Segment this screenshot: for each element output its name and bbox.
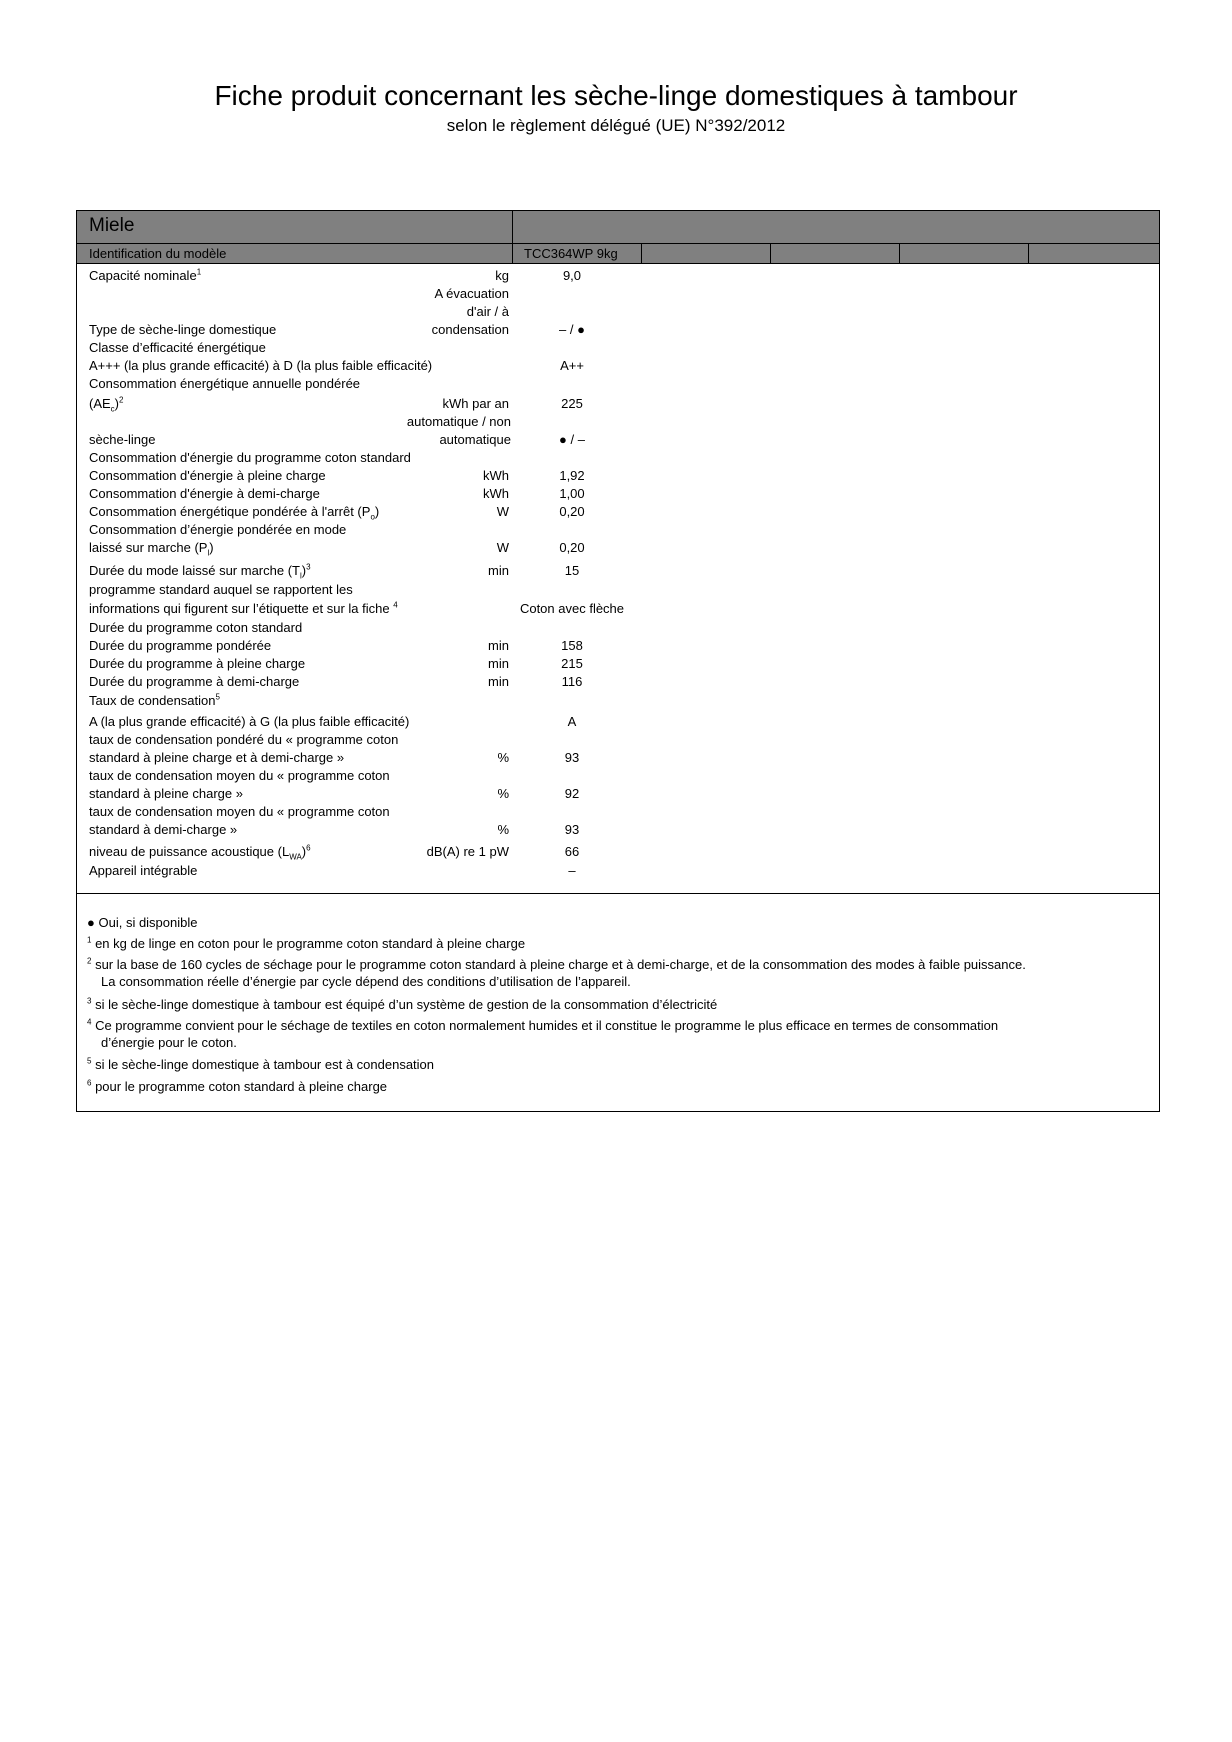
spec-label: Durée du mode laissé sur marche (T (89, 563, 300, 578)
spec-label: informations qui figurent sur l’étiquette et sur la fiche (89, 601, 390, 616)
annual-consumption-heading: Consommation énergétique annuelle pondérée (89, 376, 361, 391)
note-text: si le sèche-linge domestique à tambour est équipé d’un système de gestion de la consommation d’électricité (95, 997, 718, 1012)
energy-class-heading: Classe d’efficacité énergétique (89, 340, 266, 355)
spec-label-line: taux de condensation moyen du « programme coton (89, 804, 390, 819)
note-bullet (87, 914, 1137, 931)
spec-label: Consommation énergétique pondérée à l'arrêt (P (89, 504, 371, 519)
brand-row (77, 211, 1159, 244)
cotton-program-heading: Consommation d'énergie du programme coton standard (89, 450, 411, 465)
spec-unit: W (496, 504, 509, 519)
footnote-number: 4 (87, 1017, 92, 1027)
spec-value: 116 (561, 674, 583, 689)
spec-unit-line: automatique (439, 432, 511, 447)
note-text: La consommation réelle d’énergie par cycle dépend des conditions d’utilisation de l’appareil. (101, 974, 631, 989)
spec-value: A++ (560, 358, 584, 373)
spec-value: 93 (564, 822, 580, 837)
spec-label: (AE (89, 396, 111, 411)
note-text: en kg de linge en coton pour le programme coton standard à pleine charge (95, 936, 526, 951)
spec-unit: W (496, 540, 509, 555)
spec-value: 0,20 (559, 540, 585, 555)
spec-label-end: ) (209, 540, 214, 555)
spec-value: 1,92 (559, 468, 585, 483)
spec-label: Type de sèche-linge domestique (89, 322, 277, 337)
spec-label-line: taux de condensation moyen du « programme coton (89, 768, 390, 783)
footnote-2 (87, 956, 1137, 990)
spec-unit: min (488, 674, 509, 689)
spec-value: 93 (564, 750, 580, 765)
spec-unit: kWh par an (442, 396, 509, 411)
table-separator (77, 893, 1159, 894)
spec-value: – (568, 863, 576, 878)
footnote-3 (87, 996, 1137, 1013)
spec-label-line: standard à demi-charge » (89, 822, 238, 837)
spec-value: 15 (564, 563, 580, 578)
footnote-5 (87, 1056, 1137, 1073)
footnote-number: 1 (87, 935, 92, 945)
spec-label: niveau de puissance acoustique (L (89, 844, 290, 859)
note-text: si le sèche-linge domestique à tambour est à condensation (95, 1057, 435, 1072)
spec-label-line: taux de condensation pondéré du « programme coton (89, 732, 399, 747)
model-name: TCC364WP 9kg (524, 246, 618, 261)
spec-unit: min (488, 656, 509, 671)
label-subscript: o (370, 512, 375, 522)
spec-unit-line: condensation (431, 322, 509, 337)
spec-value: A (567, 714, 577, 729)
spec-unit: kWh (483, 486, 509, 501)
product-sheet-table (76, 210, 1160, 1112)
footnote-ref: 5 (215, 692, 220, 702)
footnote-ref: 6 (306, 843, 311, 853)
footnote-number: 6 (87, 1078, 92, 1088)
spec-value: 215 (561, 656, 583, 671)
spec-label: Appareil intégrable (89, 863, 198, 878)
column-divider (512, 211, 513, 263)
brand-name: Miele (89, 215, 135, 236)
note-text: pour le programme coton standard à pleine charge (95, 1079, 388, 1094)
identification-row (77, 244, 1159, 264)
spec-label-line: Consommation d’énergie pondérée en mode (89, 522, 347, 537)
footnote-ref: 2 (119, 395, 124, 405)
label-subscript: WA (289, 852, 302, 862)
identification-label: Identification du modèle (89, 246, 227, 261)
footnote-4 (87, 1017, 1137, 1051)
label-subscript: l (207, 548, 210, 558)
footnote-1 (87, 935, 1137, 952)
note-text: d’énergie pour le coton. (101, 1035, 237, 1050)
spec-unit: kg (495, 268, 509, 283)
spec-value: ● / – (559, 432, 585, 447)
spec-value: 158 (561, 638, 583, 653)
column-divider (641, 244, 642, 263)
footnote-ref: 4 (393, 600, 398, 610)
spec-label: Consommation d'énergie à demi-charge (89, 486, 320, 501)
label-subscript: c (110, 404, 115, 414)
spec-label-line: standard à pleine charge » (89, 786, 243, 801)
spec-label: Consommation d'énergie à pleine charge (89, 468, 326, 483)
column-divider (1028, 244, 1029, 263)
duration-heading: Durée du programme coton standard (89, 620, 303, 635)
spec-value: Coton avec flèche (519, 601, 625, 616)
bullet-icon: ● (87, 915, 95, 930)
spec-unit-line: automatique / non (406, 414, 511, 429)
spec-label: sèche-linge (89, 432, 156, 447)
spec-unit: dB(A) re 1 pW (426, 844, 509, 859)
page-subtitle: selon le règlement délégué (UE) N°392/2012 (446, 116, 786, 135)
spec-label-end: ) (374, 504, 380, 519)
footnote-ref: 3 (306, 562, 311, 572)
spec-label: laissé sur marche (P (89, 540, 208, 555)
spec-label-end: ) (301, 563, 307, 578)
spec-value: 0,20 (559, 504, 585, 519)
spec-label: A+++ (la plus grande efficacité) à D (la plus faible efficacité) (89, 358, 433, 373)
spec-label: Capacité nominale (89, 268, 197, 283)
spec-unit: min (488, 638, 509, 653)
spec-value: – / ● (559, 322, 585, 337)
spec-unit-line: d'air / à (466, 304, 509, 319)
condensation-heading-text: Taux de condensation (89, 693, 216, 708)
footnote-ref: 1 (196, 267, 202, 277)
footnote-number: 3 (87, 996, 92, 1006)
spec-unit-line: A évacuation (434, 286, 509, 301)
spec-unit: kWh (483, 468, 509, 483)
spec-label: A (la plus grande efficacité) à G (la plus faible efficacité) (89, 714, 410, 729)
spec-unit: % (497, 822, 509, 837)
spec-value: 9,0 (562, 268, 582, 283)
note-text: Oui, si disponible (98, 915, 198, 930)
spec-value: 92 (564, 786, 580, 801)
spec-label: Durée du programme à demi-charge (89, 674, 300, 689)
label-subscript: l (299, 571, 302, 581)
spec-unit: min (488, 563, 509, 578)
spec-unit: % (497, 750, 509, 765)
spec-value: 66 (564, 844, 580, 859)
column-divider (770, 244, 771, 263)
page-title: Fiche produit concernant les sèche-linge domestiques à tambour (214, 80, 1018, 111)
condensation-heading (89, 692, 220, 710)
footnote-number: 5 (87, 1056, 92, 1066)
spec-value: 225 (561, 396, 583, 411)
spec-unit: % (497, 786, 509, 801)
spec-label-line: standard à pleine charge et à demi-charge » (89, 750, 345, 765)
spec-label-line: programme standard auquel se rapportent les (89, 582, 353, 597)
note-text: Ce programme convient pour le séchage de textiles en coton normalement humides et il constitue le programme le plus efficace en termes de consommation (95, 1018, 999, 1033)
spec-label: Durée du programme pondérée (89, 638, 272, 653)
spec-value: 1,00 (559, 486, 585, 501)
spec-label: Durée du programme à pleine charge (89, 656, 306, 671)
column-divider (899, 244, 900, 263)
spec-label-end: ) (301, 844, 307, 859)
spec-label-end: ) (114, 396, 120, 411)
note-text: sur la base de 160 cycles de séchage pour le programme coton standard à pleine charge et à demi-charge, et de la consommation des modes à faible puissance. (95, 957, 1026, 972)
footnote-number: 2 (87, 956, 92, 966)
footnote-6 (87, 1078, 1137, 1095)
